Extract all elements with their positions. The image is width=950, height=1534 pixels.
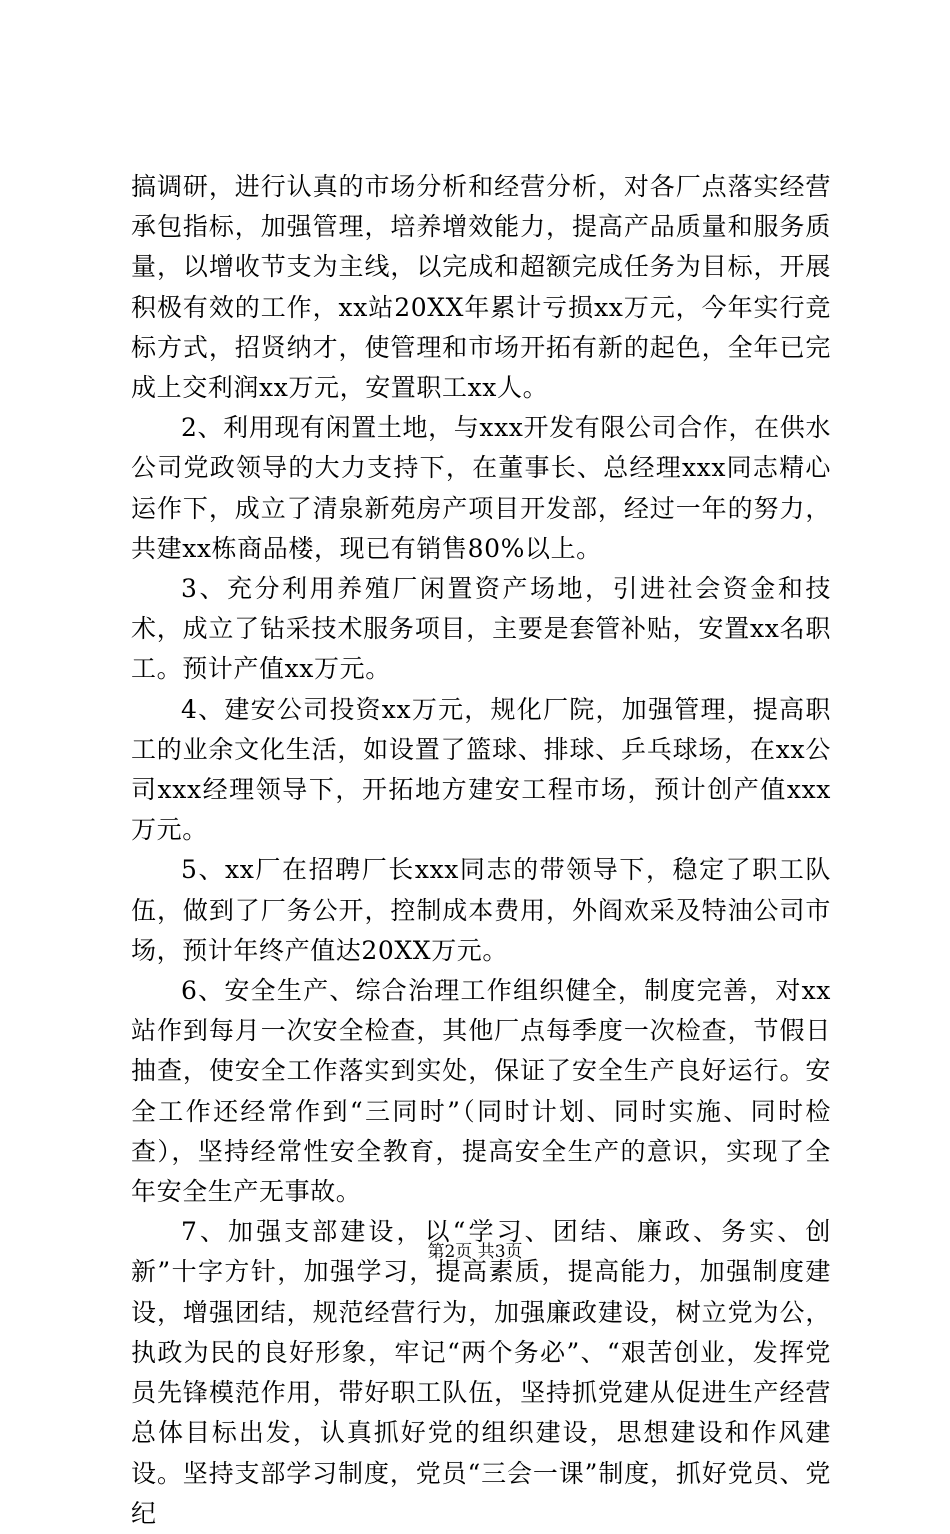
paragraph-item-3: 3、充分利用养殖厂闲置资产场地，引进社会资金和技术，成立了钻采技术服务项目，主要是套管补贴，安置xx名职工。预计产值xx万元。 — [131, 574, 831, 684]
paragraph-item-6: 6、安全生产、综合治理工作组织健全，制度完善，对xx站作到每月一次安全检查，其他厂点每季度一次检查，节假日抽查，使安全工作落实到实处，保证了安全生产良好运行。安全工作还经常作到“三同时”（同时计划、同时实施、同时检查），坚持经常性安全教育，提高安全生产的意识，实现了全年安全生产无事故。 — [131, 976, 831, 1207]
paragraph-item-7: 7、加强支部建设，以“学习、团结、廉政、务实、创新”十字方针，加强学习，提高素质，提高能力，加强制度建设，增强团结，规范经营行为，加强廉政建设，树立党为公，执政为民的良好形象，牢记“两个务必”、“艰苦创业，发挥党员先锋模范作用，带好职工队伍，坚持抓党建从促进生产经营总体目标出发，认真抓好党的组织建设，思想建设和作风建设。坚持支部学习制度，党员“三会一课”制度，抓好党员、党纪 — [131, 1217, 831, 1528]
paragraph-item-4: 4、建安公司投资xx万元，规化厂院，加强管理，提高职工的业余文化生活，如设置了篮球、排球、乒乓球场，在xx公司xxx经理领导下，开拓地方建安工程市场，预计创产值xxx万元。 — [131, 694, 831, 845]
document-body — [131, 167, 831, 1534]
paragraph-item-5: 5、xx厂在招聘厂长xxx同志的带领导下，稳定了职工队伍，做到了厂务公开，控制成本费用，外阎欢采及特油公司市场，预计年终产值达20XX万元。 — [131, 855, 831, 965]
page-footer: 第2页 共3页 — [427, 1242, 523, 1262]
paragraph-item-2: 2、利用现有闲置土地，与xxx开发有限公司合作，在供水公司党政领导的大力支持下，在董事长、总经理xxx同志精心运作下，成立了清泉新苑房产项目开发部，经过一年的努力，共建xx栋商品楼，现已有销售80%以上。 — [131, 413, 831, 563]
paragraph-intro-continued: 搞调研，进行认真的市场分析和经营分析，对各厂点落实经营承包指标，加强管理，培养增效能力，提高产品质量和服务质量，以增收节支为主线，以完成和超额完成任务为目标，开展积极有效的工作，xx站20XX年累计亏损xx万元，今年实行竞标方式，招贤纳才，使管理和市场开拓有新的起色，全年已完成上交利润xx万元，安置职工xx人。 — [131, 172, 831, 403]
